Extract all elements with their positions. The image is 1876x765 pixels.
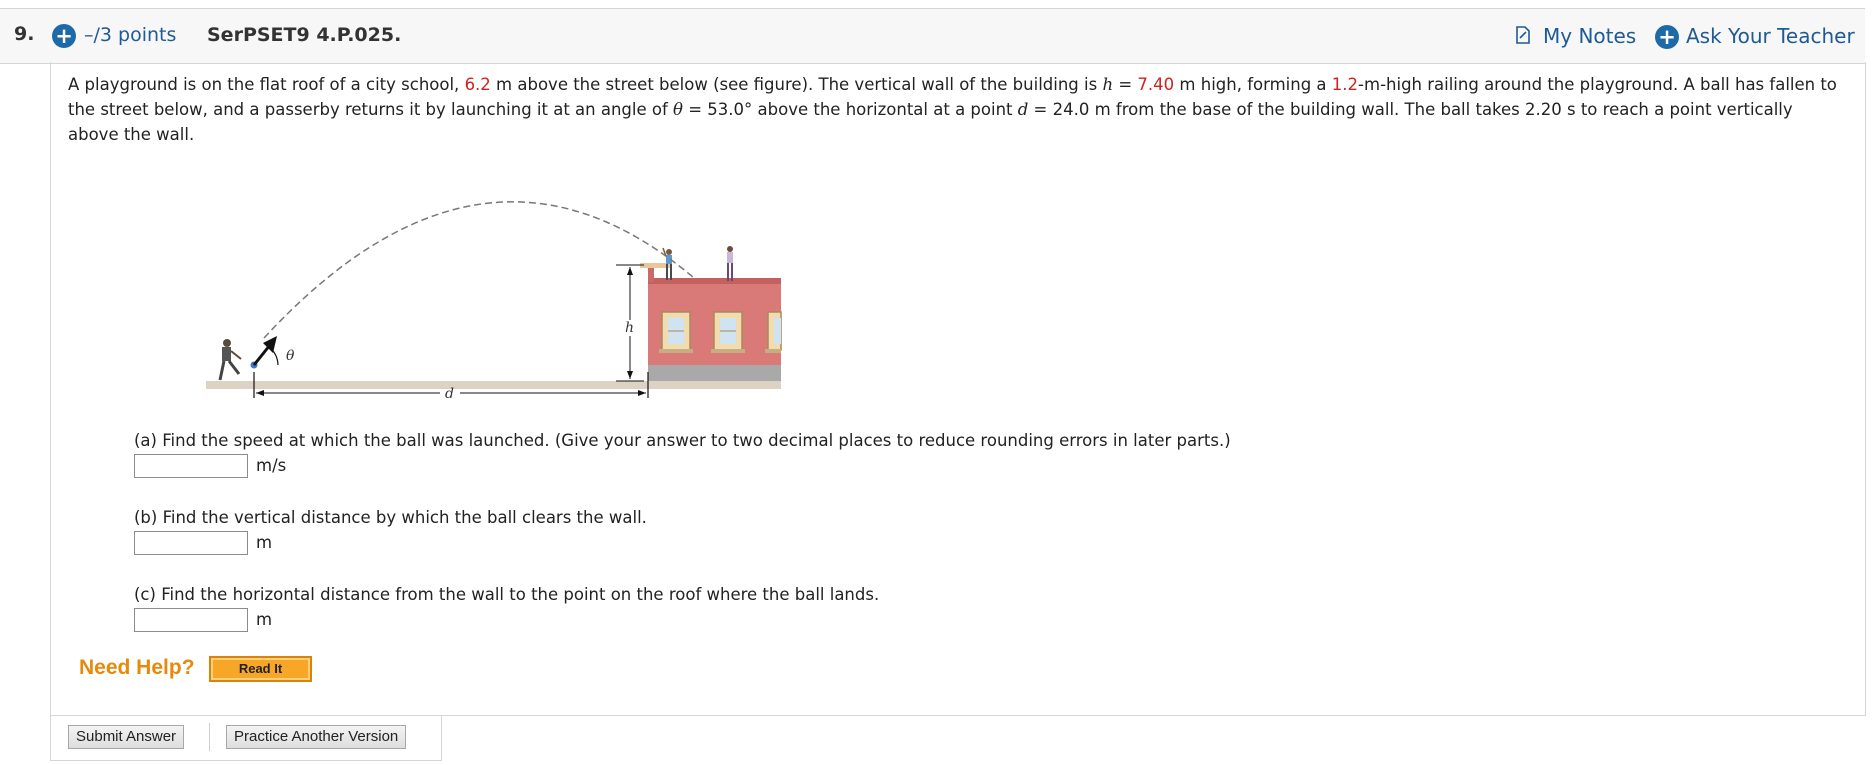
need-help-label: Need Help? bbox=[79, 656, 195, 679]
submit-answer-button[interactable]: Submit Answer bbox=[68, 725, 184, 749]
read-it-button[interactable]: Read It bbox=[209, 656, 312, 682]
button-separator bbox=[209, 723, 210, 751]
part-b-unit: m bbox=[256, 533, 273, 552]
expand-points-icon[interactable]: + bbox=[52, 24, 76, 48]
prompt-text: = 24.0 m from the base of the building wall. The ball takes 2.20 s to reach a point vertically above the wall. bbox=[68, 100, 1793, 144]
railing-height-value: 1.2 bbox=[1331, 75, 1359, 94]
part-c-answer-input[interactable] bbox=[134, 608, 248, 632]
theta-label: θ bbox=[286, 348, 295, 364]
prompt-text: A playground is on the flat roof of a city school, bbox=[68, 75, 465, 94]
my-notes-link[interactable]: My Notes bbox=[1543, 24, 1637, 48]
sidewalk-base bbox=[648, 365, 781, 381]
question-header bbox=[0, 8, 1865, 64]
part-a-question: (a) Find the speed at which the ball was launched. (Give your answer to two decimal places to reduce rounding errors in later parts.) bbox=[134, 431, 1231, 450]
prompt-text: = 53.0° above the horizontal at a point bbox=[682, 100, 1018, 119]
projectile-figure bbox=[204, 160, 804, 410]
h-label: h bbox=[625, 320, 635, 336]
part-a-answer-input[interactable] bbox=[134, 454, 248, 478]
prompt-text: m above the street below (see figure). The vertical wall of the building is bbox=[490, 75, 1103, 94]
d-variable: d bbox=[1017, 100, 1029, 119]
part-c-unit: m bbox=[256, 610, 273, 629]
launcher-person bbox=[220, 339, 258, 380]
window bbox=[659, 312, 693, 353]
window bbox=[765, 312, 781, 353]
question-number: 9. bbox=[14, 23, 35, 45]
prompt-text: -m-high railing around the playground. A ball has fallen to the street below, and a passerby returns it by launching it at an angle of bbox=[68, 75, 1837, 119]
h-variable: h bbox=[1102, 75, 1114, 94]
part-c-question: (c) Find the horizontal distance from the wall to the point on the roof where the ball lands. bbox=[134, 585, 880, 604]
ground bbox=[206, 381, 781, 389]
question-prompt bbox=[68, 72, 1838, 147]
ask-teacher-plus-icon[interactable]: + bbox=[1655, 25, 1679, 49]
d-label: d bbox=[445, 386, 454, 402]
ask-teacher-link[interactable]: Ask Your Teacher bbox=[1686, 24, 1855, 48]
points-label[interactable]: –/3 points bbox=[84, 24, 177, 46]
window bbox=[711, 312, 745, 353]
part-a-unit: m/s bbox=[256, 456, 287, 475]
prompt-text: m high, forming a bbox=[1174, 75, 1332, 94]
roof-height-value: 6.2 bbox=[464, 75, 491, 94]
prompt-text: = bbox=[1113, 75, 1138, 94]
roof-person bbox=[727, 246, 733, 281]
theta-variable: θ bbox=[673, 100, 683, 119]
part-b-answer-input[interactable] bbox=[134, 531, 248, 555]
practice-another-version-button[interactable]: Practice Another Version bbox=[226, 725, 406, 749]
notes-icon[interactable] bbox=[1515, 26, 1531, 48]
part-b-question: (b) Find the vertical distance by which the ball clears the wall. bbox=[134, 508, 647, 527]
wall-height-value: 7.40 bbox=[1137, 75, 1175, 94]
question-source: SerPSET9 4.P.025. bbox=[207, 24, 402, 46]
